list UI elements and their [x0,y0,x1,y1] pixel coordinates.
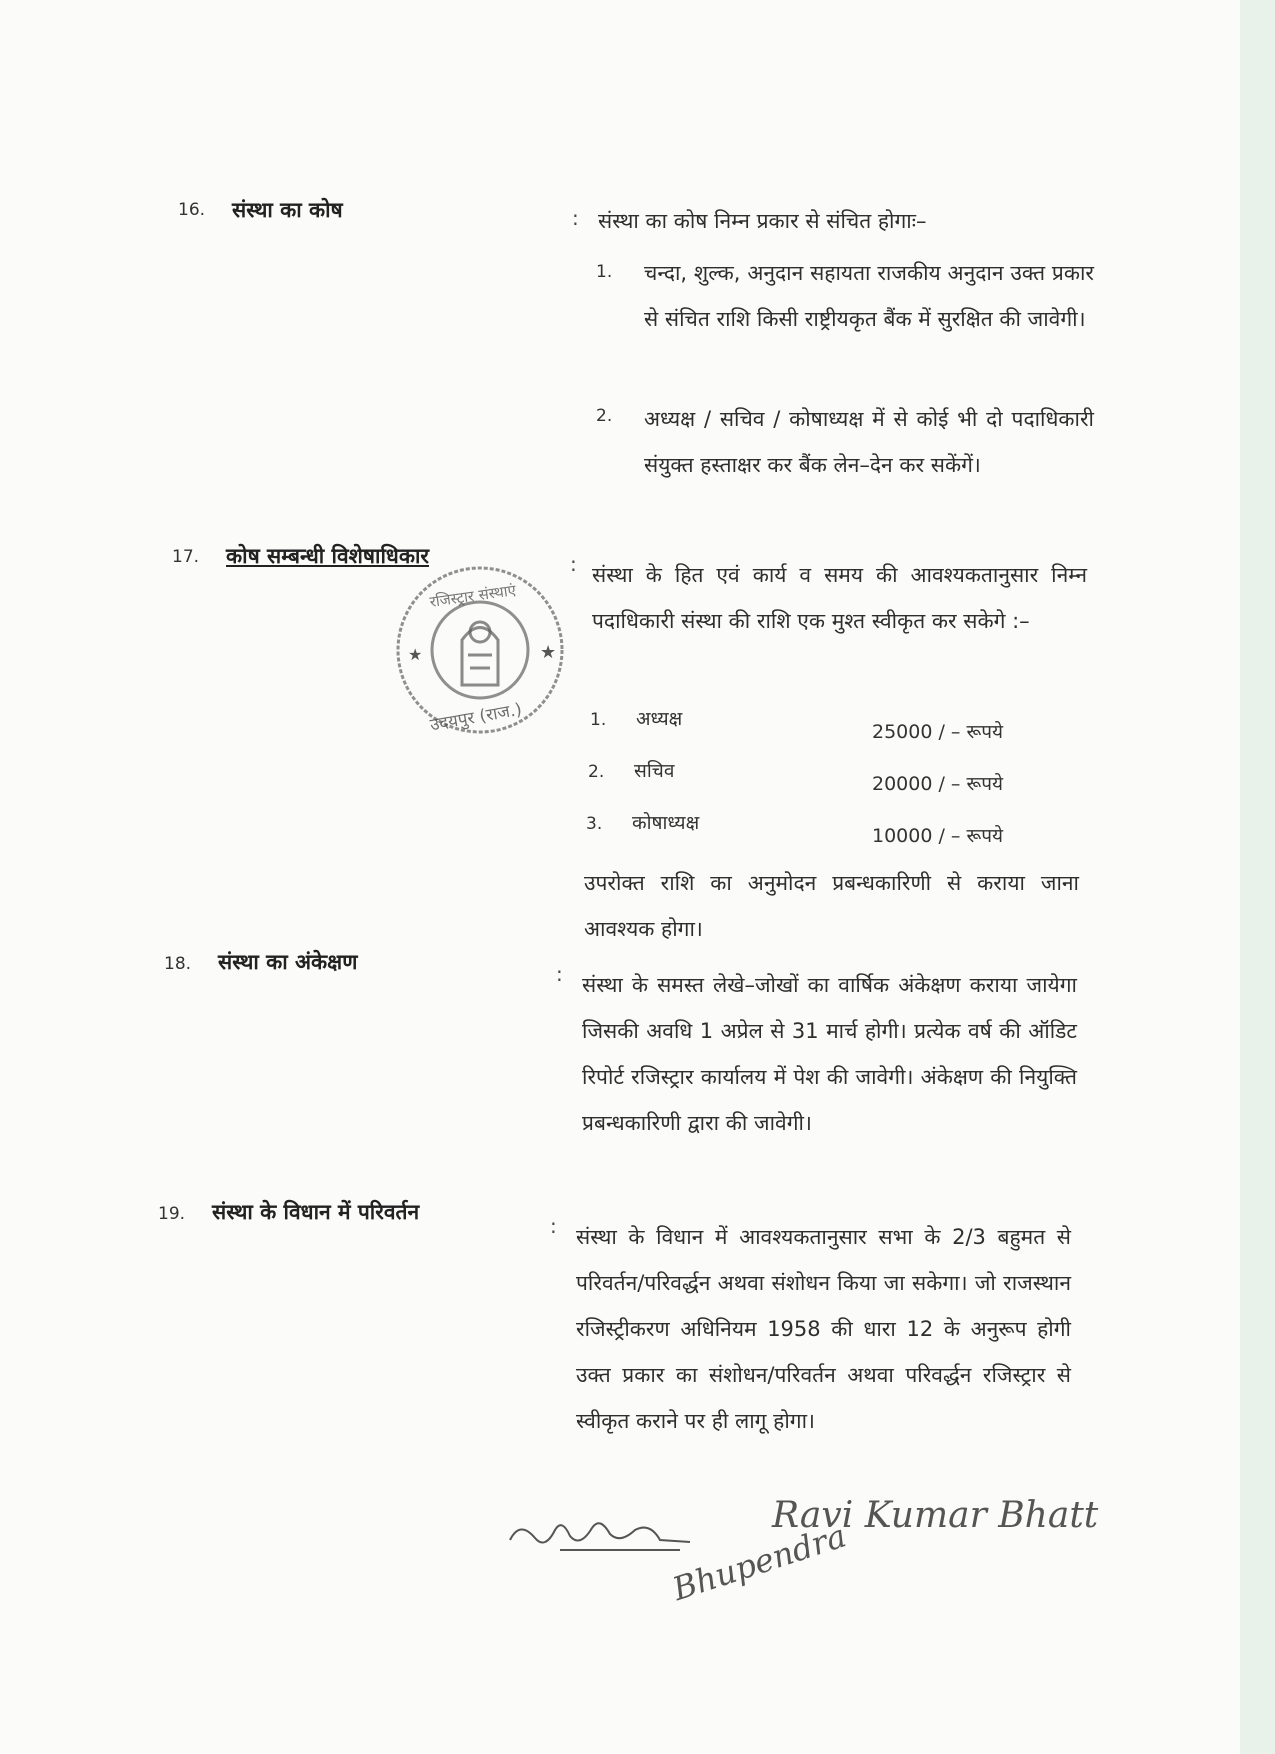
power-1-number: 1. [590,710,607,730]
seal-star-right: ★ [540,642,557,663]
section-16-item-2-number: 2. [596,406,613,426]
section-16-heading: संस्था का कोष [232,198,343,222]
power-3-number: 3. [586,814,603,834]
section-17-intro: संस्था के हित एवं कार्य व समय की आवश्यकतानुसार निम्न पदाधिकारी संस्था की राशि एक मुश्त स्वीकृत कर सकेगे :– [592,563,1087,633]
power-2-number: 2. [588,762,605,782]
section-17-heading: कोष सम्बन्धी विशेषाधिकार [226,544,429,568]
section-16-number: 16. [178,200,206,220]
section-18-number: 18. [164,954,192,974]
official-seal [390,560,570,740]
section-18-colon: : [556,962,563,986]
section-17-number: 17. [172,547,200,567]
power-3-amount: 10000 / – रूपये [872,825,1004,847]
section-19-colon: : [550,1214,557,1238]
power-1-amount: 25000 / – रूपये [872,721,1004,743]
seal-text-top: रजिस्ट्रार संस्थाएं [428,581,517,611]
section-19-text: संस्था के विधान में आवश्यकतानुसार सभा के 2/3 बहुमत से परिवर्तन/परिवर्द्धन अथवा संशोधन किया जा सकेगा। जो राजस्थान रजिस्ट्रीकरण अधिनियम 1958 की धारा 12 के अनुरूप होगी उक्त प्रकार का संशोधन/परिवर्तन अथवा परिवर्द्धन रजिस्ट्रार से स्वीकृत कराने पर ही लागू होगा। [576,1225,1071,1433]
section-16-item-2-text: अध्यक्ष / सचिव / कोषाध्यक्ष में से कोई भी दो पदाधिकारी संयुक्त हस्ताक्षर कर बैंक लेन–देन कर सकेंगें। [644,407,1094,477]
section-16-item-1-text: चन्दा, शुल्क, अनुदान सहायता राजकीय अनुदान उक्त प्रकार से संचित राशि किसी राष्ट्रीयकृत बैंक में सुरक्षित की जावेगी। [644,261,1094,331]
signature-ravi-kumar-bhatt: Ravi Kumar Bhatt [772,1495,1099,1536]
section-19-heading: संस्था के विधान में परिवर्तन [212,1200,420,1224]
power-2-amount: 20000 / – रूपये [872,773,1004,795]
seal-star-left: ★ [408,645,423,664]
section-16-intro: संस्था का कोष निम्न प्रकार से संचित होगाः– [598,209,927,233]
section-19-number: 19. [158,1204,186,1224]
section-17-closing: उपरोक्त राशि का अनुमोदन प्रबन्धकारिणी से कराया जाना आवश्यक होगा। [584,871,1079,941]
section-17-colon: : [570,552,577,576]
power-3-post: कोषाध्यक्ष [632,812,700,834]
power-2-post: सचिव [634,760,675,782]
section-18-text: संस्था के समस्त लेखे–जोखों का वार्षिक अंकेक्षण कराया जायेगा जिसकी अवधि 1 अप्रेल से 31 मार्च होगी। प्रत्येक वर्ष की ऑडिट रिपोर्ट रजिस्ट्रार कार्यालय में पेश की जावेगी। अंकेक्षण की नियुक्ति प्रबन्धकारिणी द्वारा की जावेगी। [582,973,1077,1135]
seal-text-bottom: उदयपुर (राज.) [428,699,524,736]
section-16-colon: : [572,206,579,230]
scan-edge [1240,0,1275,1754]
power-1-post: अध्यक्ष [636,708,683,730]
section-18-heading: संस्था का अंकेक्षण [218,950,358,974]
signature-bhupendra: Bhupendra [668,1516,851,1609]
section-16-item-1-number: 1. [596,262,613,282]
